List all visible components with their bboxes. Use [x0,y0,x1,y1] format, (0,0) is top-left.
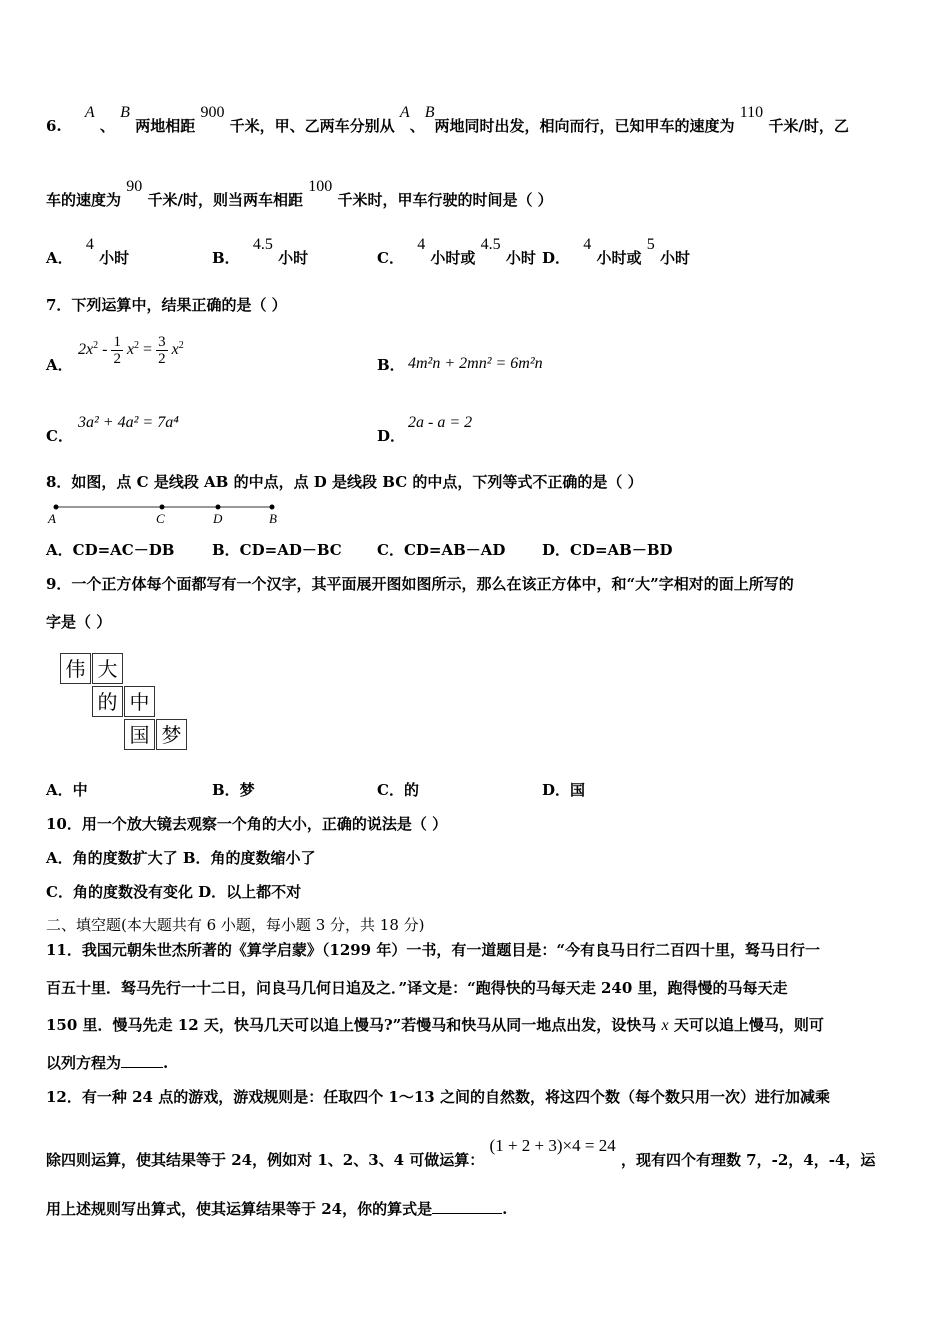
point-d [216,505,221,510]
numerator: 3 [158,334,166,350]
term: x [126,341,135,359]
option-value: 4 [417,236,426,253]
fraction-three-half [156,334,168,367]
q12-line2-b: ，现有四个有理数 7，-2，4，-4，运 [620,1151,876,1169]
label-a: A [48,511,56,526]
option-mid: 小时或 [430,249,476,267]
q8-option-d: D．CD=AB－BD [542,541,673,559]
q6-text-1: 两地相距 [135,117,196,135]
exponent: 2 [134,339,140,351]
fraction-one-half [111,334,123,367]
q7-option-d-expr: 2a - a = 2 [408,414,473,431]
q6-option-c [377,236,536,269]
q12-line1: 12．有一种 24 点的游戏，游戏规则是：任取四个 1～13 之间的自然数，将这四个数（每个数只用一次）进行加减乘 [46,1088,830,1106]
label-d: D [213,511,223,526]
point-a-label: A [84,104,95,121]
q11-line3-a: 150 里．慢马先走 12 天，快马几天可以追上慢马?”若慢马和快马从同一地点出发，设快马 [46,1016,662,1034]
label-c: C [156,511,165,526]
option-value: 4.5 [252,236,273,253]
cube-net [60,653,190,751]
option-value-2: 5 [646,236,655,253]
q6-line2 [46,178,553,211]
q6-speed-a: 110 [739,104,764,121]
q12-line2-a: 除四则运算，使其结果等于 24，例如对 1、2、3、4 可做运算： [46,1151,485,1169]
term: 2x [78,341,94,359]
q9-option-a: A．中 [46,781,88,799]
net-cell: 中 [124,686,155,717]
net-cell: 的 [92,686,123,717]
option-unit: 小时 [505,249,536,267]
example-expression: (1 + 2 + 3)×4 = 24 [489,1136,616,1155]
q7-option-b-expr: 4m²n + 2mn² = 6m²n [408,355,543,372]
option-value: 4 [85,236,94,253]
q6-gap: 100 [308,178,333,195]
option-label: A． [46,249,73,267]
option-label: C． [377,249,404,267]
exponent: 2 [178,339,184,351]
point-b-label: B [120,104,130,121]
q11-line4 [46,1053,168,1073]
q8-option-b: B．CD=AD－BC [212,541,342,559]
option-unit: 小时 [659,249,690,267]
q12-line3 [46,1199,507,1219]
net-cell: 伟 [60,653,91,684]
point-a [54,505,59,510]
point-b [270,505,275,510]
q7-stem: 7．下列运算中，结果正确的是（ ） [46,296,287,314]
option-unit: 小时 [99,249,130,267]
q6-text-5: 车的速度为 [46,191,122,209]
separator-2: 、 [409,117,425,135]
q11-line1: 11．我国元朝朱世杰所著的《算学启蒙》（1299 年）一书，有一道题目是：“今有良马日行二百四十里，驽马日行一 [46,941,820,959]
q11-line2: 百五十里．驽马先行一十二日，问良马几何日追及之．”译文是：“跑得快的马每天走 240 里，跑得慢的马每天走 [46,979,788,997]
q9-option-c: C．的 [377,781,419,799]
q8-option-c: C．CD=AB－AD [377,541,506,559]
period: . [502,1200,508,1218]
q6-line1 [46,104,849,137]
q7-option-c-expr: 3a² + 4a² = 7a⁴ [78,414,179,431]
answer-blank[interactable] [432,1213,502,1214]
q8-stem: 8．如图，点 C 是线段 AB 的中点，点 D 是线段 BC 的中点，下列等式不正确的是（ ） [46,473,643,491]
q6-text-2: 千米，甲、乙两车分别从 [229,117,395,135]
q9-stem-2: 字是（ ） [46,613,112,631]
variable-x: x [661,1017,669,1034]
q7-option-d-label: D． [377,427,406,445]
option-label: B． [212,249,240,267]
q12-line2 [46,1136,876,1170]
net-cell: 国 [124,719,155,750]
option-mid: 小时或 [596,249,642,267]
q6-option-d [542,236,690,269]
q11-line3 [46,1015,824,1036]
q6-number: 6. [46,117,62,135]
operator: = [139,341,153,359]
option-value-2: 4.5 [480,236,501,253]
option-value: 4 [583,236,592,253]
q12-line3-text: 用上述规则写出算式，使其运算结果等于 24，你的算式是 [46,1200,433,1218]
q9-option-b: B．梦 [212,781,255,799]
q6-text-7: 千米时，甲车行驶的时间是（ ） [337,191,553,209]
q11-line4-text: 以列方程为 [46,1054,122,1072]
q6-distance: 900 [200,104,225,121]
q10-options-line2: C．角的度数没有变化 D．以上都不对 [46,883,302,901]
section-heading: 二、填空题(本大题共有 6 小题，每小题 3 分，共 18 分) [46,916,425,934]
option-unit: 小时 [278,249,309,267]
point-c [160,505,165,510]
q11-line3-b: 天可以追上慢马，则可 [668,1016,824,1034]
q6-text-4: 千米/时，乙 [768,117,849,135]
period: . [163,1054,169,1072]
q10-options-line1: A．角的度数扩大了 B．角的度数缩小了 [46,849,316,867]
q9-option-d: D．国 [542,781,586,799]
q6-text-3: 两地同时出发，相向而行，已知甲车的速度为 [434,117,735,135]
denominator: 2 [158,351,166,367]
point-b-label-2: B [424,104,435,121]
answer-blank[interactable] [121,1067,163,1068]
q10-stem: 10．用一个放大镜去观察一个角的大小，正确的说法是（ ） [46,815,448,833]
denominator: 2 [113,351,121,367]
q6-option-b [212,236,309,269]
numerator: 1 [113,334,121,350]
label-b: B [269,511,277,526]
q7-option-a-label: A． [46,356,73,374]
net-cell: 大 [92,653,123,684]
q7-option-a-expr [78,334,184,367]
q8-option-a: A．CD=AC－DB [46,541,175,559]
point-a-label-2: A [399,104,410,121]
segment-diagram [44,498,284,528]
q6-speed-b: 90 [126,178,143,195]
q6-text-6: 千米/时，则当两车相距 [147,191,303,209]
q9-stem-1: 9．一个正方体每个面都写有一个汉字，其平面展开图如图所示，那么在该正方体中，和“大”字相对的面上所写的 [46,575,794,593]
term: x [171,341,179,359]
option-label: D． [542,249,571,267]
net-cell: 梦 [156,719,187,750]
exponent: 2 [93,339,99,351]
q7-option-b-label: B． [377,356,405,374]
separator: 、 [99,117,115,135]
q7-option-c-label: C． [46,427,73,445]
q6-option-a [46,236,130,269]
operator: - [98,341,112,359]
